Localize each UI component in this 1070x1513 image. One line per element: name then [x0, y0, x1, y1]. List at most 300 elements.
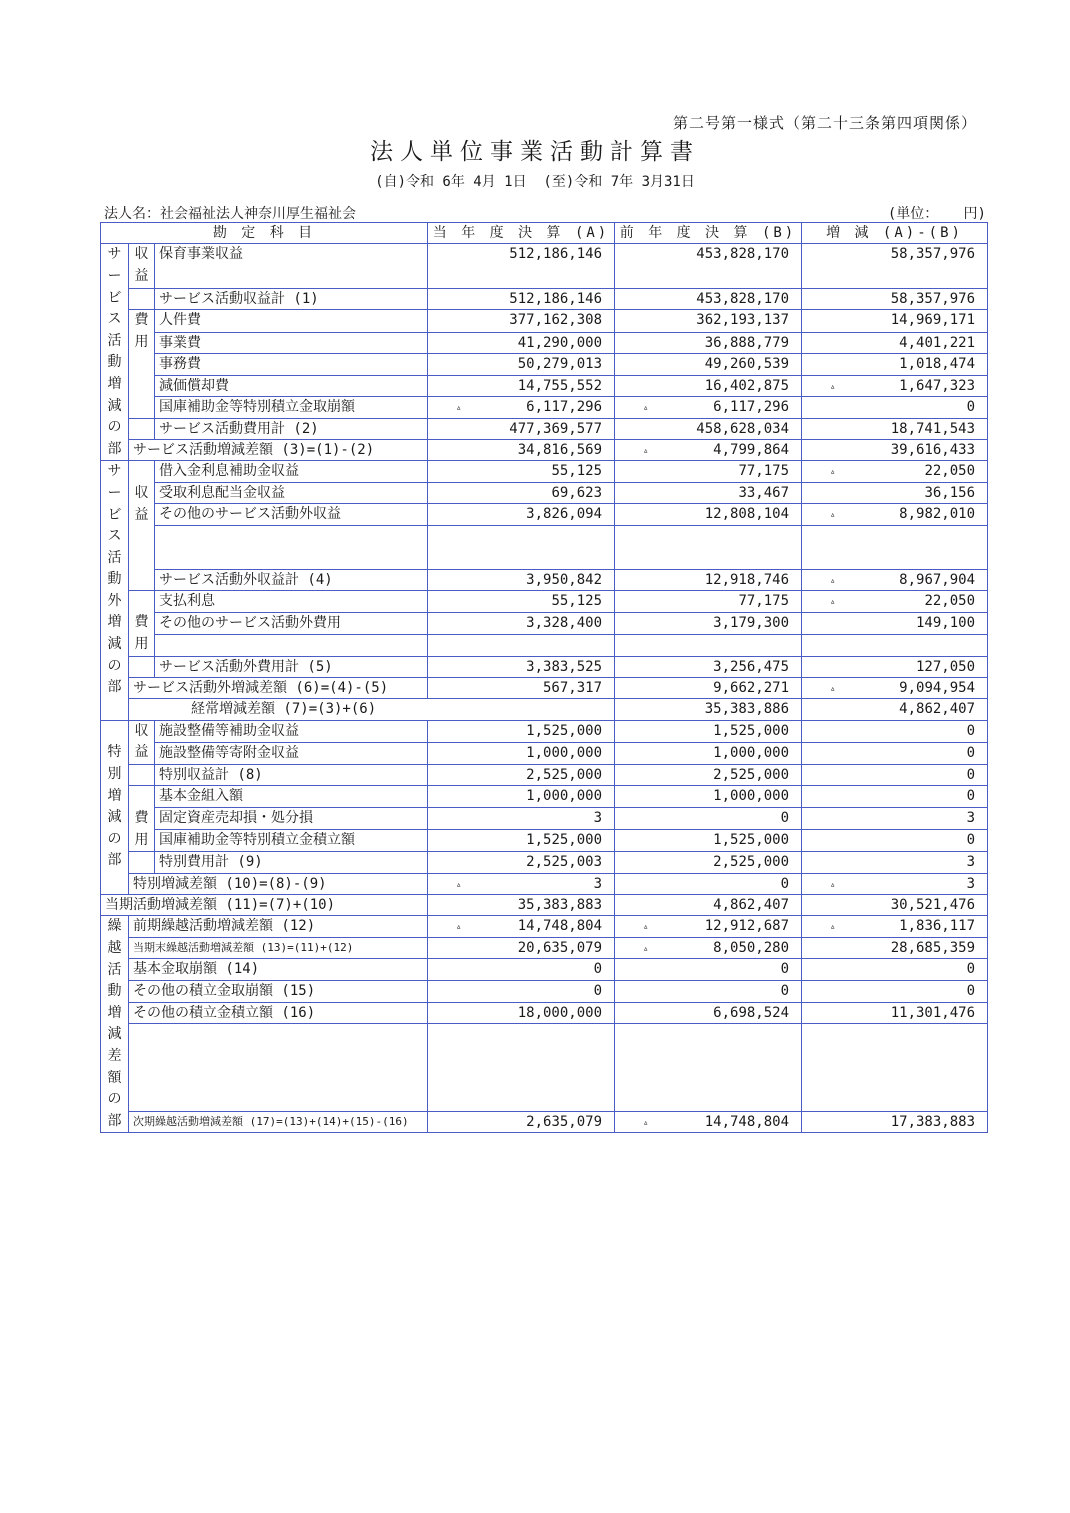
prior-value	[615, 678, 802, 699]
prior-value	[615, 937, 802, 959]
amount: 458,628,034	[696, 420, 790, 437]
amount: 9,094,954	[899, 680, 976, 697]
diff-value	[802, 742, 988, 764]
vertical-char: 用	[134, 333, 149, 350]
vertical-char: 部	[107, 679, 122, 696]
amount: 36,156	[924, 484, 976, 501]
amount: 14,969,171	[890, 311, 976, 328]
amount: 362,193,137	[696, 311, 790, 328]
table-row	[101, 397, 988, 418]
row-label: 国庫補助金等特別積立金取崩額	[155, 397, 428, 418]
amount: 477,369,577	[509, 420, 603, 437]
vertical-char: 増	[107, 375, 122, 392]
blank-cell	[802, 634, 988, 656]
diff-value	[802, 1111, 988, 1133]
vertical-char: 益	[134, 506, 149, 523]
table-row	[101, 569, 988, 590]
amount: 77,175	[738, 592, 790, 609]
row-label: 減価償却費	[155, 375, 428, 396]
row-label: 特別収益計 (8)	[155, 765, 428, 786]
amount: 0	[966, 399, 976, 416]
negative-marker-icon: ▵	[456, 403, 462, 414]
table-row	[101, 1002, 988, 1024]
row-label: その他のサービス活動外費用	[155, 612, 428, 634]
row-label: 当期末繰越活動増減差額 (13)=(11)+(12)	[129, 937, 428, 959]
header-row	[101, 223, 988, 244]
diff-value	[802, 309, 988, 332]
vertical-char: 益	[134, 267, 149, 284]
prior-value	[615, 504, 802, 525]
amount: 1,647,323	[899, 377, 976, 394]
table-row	[101, 418, 988, 439]
table-row	[101, 873, 988, 894]
subsection-blank	[129, 656, 155, 677]
current-value	[428, 1111, 615, 1133]
diff-value	[802, 873, 988, 894]
section-service	[101, 244, 129, 461]
header-diff: 増 減 (A)-(B)	[802, 223, 988, 244]
current-value	[428, 418, 615, 439]
diff-value	[802, 375, 988, 396]
prior-value	[615, 852, 802, 873]
diff-value	[802, 244, 988, 288]
amount: 4,862,407	[713, 896, 790, 913]
amount: 35,383,886	[704, 701, 790, 718]
table-row-total	[101, 699, 988, 720]
vertical-char: 収	[134, 484, 149, 501]
amount: 453,828,170	[696, 246, 790, 263]
vertical-char: 用	[134, 636, 149, 653]
diff-value	[802, 808, 988, 830]
vertical-char: 費	[134, 614, 149, 631]
diff-value	[802, 1002, 988, 1024]
vertical-char: 増	[107, 1004, 122, 1021]
table-row	[101, 937, 988, 959]
row-label: 事務費	[155, 354, 428, 375]
diff-value	[802, 504, 988, 525]
amount: 4,799,864	[713, 441, 790, 458]
current-value	[428, 937, 615, 959]
prior-value	[615, 873, 802, 894]
subsection-blank	[129, 418, 155, 439]
amount: 1,000,000	[713, 788, 790, 805]
diff-value	[802, 332, 988, 353]
amount: 1,018,474	[899, 356, 976, 373]
table-row	[101, 504, 988, 525]
amount: 3,383,525	[526, 658, 603, 675]
row-label: 施設整備等補助金収益	[155, 720, 428, 742]
form-label: 第二号第一様式（第二十三条第四項関係）	[672, 114, 977, 132]
current-value	[428, 461, 615, 482]
blank-cell	[428, 1024, 615, 1112]
row-label: 固定資産売却損・処分損	[155, 808, 428, 830]
amount: 3,256,475	[713, 658, 790, 675]
amount: 69,623	[551, 484, 603, 501]
row-label: サービス活動増減差額 (3)=(1)-(2)	[129, 439, 428, 460]
negative-marker-icon: ▵	[643, 922, 649, 933]
amount: 3	[966, 854, 976, 871]
blank-cell	[802, 525, 988, 569]
table-row	[101, 244, 988, 288]
prior-value	[615, 1111, 802, 1133]
table-row	[101, 375, 988, 396]
prior-value	[615, 244, 802, 288]
table-row	[101, 656, 988, 677]
amount: 3,950,842	[526, 571, 603, 588]
current-value	[428, 742, 615, 764]
negative-marker-icon: ▵	[830, 684, 836, 695]
vertical-char: の	[107, 830, 122, 847]
vertical-char: 繰	[107, 918, 122, 935]
blank-cell	[428, 525, 615, 569]
current-value	[428, 375, 615, 396]
row-label: 特別費用計 (9)	[155, 852, 428, 873]
blank-cell	[802, 1024, 988, 1112]
negative-marker-icon: ▵	[830, 467, 836, 478]
subsection-blank	[129, 852, 155, 873]
amount: 33,467	[738, 484, 790, 501]
current-value	[428, 873, 615, 894]
amount: 77,175	[738, 463, 790, 480]
amount: 3	[966, 810, 976, 827]
current-value	[428, 852, 615, 873]
prior-value	[615, 742, 802, 764]
row-label: その他のサービス活動外収益	[155, 504, 428, 525]
diff-value	[802, 397, 988, 418]
statement-table	[100, 222, 988, 1133]
row-label: サービス活動収益計 (1)	[155, 288, 428, 309]
amount: 8,967,904	[899, 571, 976, 588]
subsection-income	[129, 244, 155, 288]
vertical-char: 部	[107, 1112, 122, 1129]
amount: 0	[780, 961, 790, 978]
row-label: 経常増減差額 (7)=(3)+(6)	[129, 699, 615, 720]
current-value	[428, 397, 615, 418]
diff-value	[802, 765, 988, 786]
amount: 1,000,000	[713, 744, 790, 761]
amount: 3	[593, 875, 603, 892]
amount: 14,748,804	[704, 1113, 790, 1130]
row-label: 基本金取崩額 (14)	[129, 959, 428, 981]
row-label: その他の積立金取崩額 (15)	[129, 981, 428, 1003]
blank-cell	[129, 1024, 428, 1112]
vertical-char: 収	[134, 246, 149, 263]
amount: 0	[966, 788, 976, 805]
vertical-char: 減	[107, 1026, 122, 1043]
amount: 0	[966, 722, 976, 739]
amount: 0	[593, 983, 603, 1000]
diff-value	[802, 288, 988, 309]
table-row	[101, 354, 988, 375]
amount: 9,662,271	[713, 680, 790, 697]
amount: 2,525,003	[526, 854, 603, 871]
amount: 1,000,000	[526, 788, 603, 805]
amount: 55,125	[551, 592, 603, 609]
prior-value	[615, 439, 802, 460]
amount: 3	[966, 875, 976, 892]
row-label: サービス活動費用計 (2)	[155, 418, 428, 439]
vertical-char: 動	[107, 571, 122, 588]
table-row	[101, 288, 988, 309]
amount: 22,050	[924, 463, 976, 480]
amount: 14,748,804	[517, 918, 603, 935]
amount: 377,162,308	[509, 311, 603, 328]
table-row	[101, 309, 988, 332]
table-row	[101, 332, 988, 353]
negative-marker-icon: ▵	[643, 403, 649, 414]
amount: 2,525,000	[526, 767, 603, 784]
current-value	[428, 1002, 615, 1024]
amount: 2,525,000	[713, 854, 790, 871]
vertical-char: ー	[107, 484, 122, 501]
row-label: 支払利息	[155, 590, 428, 612]
amount: 0	[966, 744, 976, 761]
vertical-char: ス	[107, 528, 122, 545]
amount: 3,179,300	[713, 614, 790, 631]
current-value	[428, 959, 615, 981]
amount: 0	[966, 961, 976, 978]
prior-value	[615, 332, 802, 353]
row-label: 次期繰越活動増減差額 (17)=(13)+(14)+(15)-(16)	[129, 1111, 428, 1133]
row-label: 国庫補助金等特別積立金積立額	[155, 830, 428, 852]
negative-marker-icon: ▵	[830, 381, 836, 392]
amount: 1,000,000	[526, 744, 603, 761]
prior-value	[615, 375, 802, 396]
row-label: 保育事業収益	[155, 244, 428, 288]
amount: 4,862,407	[899, 701, 976, 718]
amount: 149,100	[916, 614, 976, 631]
amount: 1,836,117	[899, 918, 976, 935]
current-value	[428, 612, 615, 634]
prior-value	[615, 1002, 802, 1024]
amount: 58,357,976	[890, 246, 976, 263]
subsection-expense	[129, 309, 155, 418]
table-row	[101, 678, 988, 699]
diff-value	[802, 678, 988, 699]
table-row	[101, 765, 988, 786]
negative-marker-icon: ▵	[643, 445, 649, 456]
amount: 39,616,433	[890, 441, 976, 458]
diff-value	[802, 461, 988, 482]
blank-cell	[155, 525, 428, 569]
vertical-char: 増	[107, 787, 122, 804]
amount: 36,888,779	[704, 334, 790, 351]
vertical-char: ス	[107, 311, 122, 328]
table-row	[101, 482, 988, 503]
subsection-expense	[129, 786, 155, 852]
vertical-char: 収	[134, 722, 149, 739]
amount: 3	[593, 810, 603, 827]
table-row-blank	[101, 525, 988, 569]
table-row-blank	[101, 634, 988, 656]
vertical-char: 動	[107, 983, 122, 1000]
negative-marker-icon: ▵	[643, 1117, 649, 1128]
unit-label: (単位： 円)	[887, 206, 986, 222]
current-value	[428, 808, 615, 830]
diff-value	[802, 482, 988, 503]
table-row	[101, 1111, 988, 1133]
current-value	[428, 678, 615, 699]
current-value	[428, 288, 615, 309]
prior-value	[615, 461, 802, 482]
prior-value	[615, 397, 802, 418]
amount: 58,357,976	[890, 290, 976, 307]
subsection-blank	[129, 288, 155, 309]
vertical-char: 額	[107, 1069, 122, 1086]
prior-value	[615, 830, 802, 852]
vertical-char: 部	[107, 440, 122, 457]
table-row	[101, 439, 988, 460]
amount: 8,982,010	[899, 506, 976, 523]
row-label: サービス活動外増減差額 (6)=(4)-(5)	[129, 678, 428, 699]
vertical-char: 活	[107, 549, 122, 566]
vertical-char: 外	[107, 592, 122, 609]
negative-marker-icon: ▵	[456, 879, 462, 890]
header-current: 当 年 度 決 算 (A)	[428, 223, 615, 244]
header-prior: 前 年 度 決 算 (B)	[615, 223, 802, 244]
row-label: サービス活動外収益計 (4)	[155, 569, 428, 590]
table-row	[101, 959, 988, 981]
negative-marker-icon: ▵	[830, 575, 836, 586]
blank-cell	[155, 634, 428, 656]
section-non-service	[101, 461, 129, 721]
current-value	[428, 504, 615, 525]
amount: 4,401,221	[899, 334, 976, 351]
row-label: 人件費	[155, 309, 428, 332]
current-value	[615, 699, 802, 720]
corporation-name: 法人名：社会福祉法人神奈川厚生福祉会	[104, 206, 356, 222]
diff-value	[802, 569, 988, 590]
amount: 12,808,104	[704, 506, 790, 523]
subsection-income	[129, 720, 155, 764]
prior-value	[615, 590, 802, 612]
prior-value	[615, 354, 802, 375]
amount: 2,635,079	[526, 1113, 603, 1130]
current-value	[428, 244, 615, 288]
current-value	[428, 482, 615, 503]
amount: 35,383,883	[517, 896, 603, 913]
amount: 6,117,296	[713, 399, 790, 416]
current-value	[428, 569, 615, 590]
vertical-char: 活	[107, 332, 122, 349]
current-value	[428, 439, 615, 460]
amount: 18,741,543	[890, 420, 976, 437]
negative-marker-icon: ▵	[830, 510, 836, 521]
vertical-char: 動	[107, 354, 122, 371]
amount: 16,402,875	[704, 377, 790, 394]
vertical-char: ー	[107, 267, 122, 284]
vertical-char: 用	[134, 831, 149, 848]
current-value	[428, 916, 615, 938]
amount: 55,125	[551, 463, 603, 480]
table-row	[101, 720, 988, 742]
row-label: 事業費	[155, 332, 428, 353]
prior-value	[615, 656, 802, 677]
prior-value	[615, 786, 802, 808]
current-value	[428, 894, 615, 915]
current-value	[428, 830, 615, 852]
vertical-char: 費	[134, 311, 149, 328]
current-value	[428, 354, 615, 375]
amount: 0	[966, 832, 976, 849]
amount: 512,186,146	[509, 290, 603, 307]
current-value	[428, 786, 615, 808]
vertical-char: 増	[107, 614, 122, 631]
amount: 6,117,296	[526, 399, 603, 416]
header-account: 勘 定 科 目	[101, 223, 428, 244]
amount: 1,525,000	[526, 832, 603, 849]
vertical-char: の	[107, 1091, 122, 1108]
row-label: 特別増減差額 (10)=(8)-(9)	[129, 873, 428, 894]
amount: 127,050	[916, 658, 976, 675]
diff-value	[802, 894, 988, 915]
amount: 1,525,000	[713, 832, 790, 849]
table-row	[101, 461, 988, 482]
vertical-char: 部	[107, 852, 122, 869]
table-row-total	[101, 894, 988, 915]
current-value	[428, 720, 615, 742]
prior-value	[615, 569, 802, 590]
current-value	[428, 765, 615, 786]
diff-value	[802, 937, 988, 959]
vertical-char: 減	[107, 397, 122, 414]
current-value	[428, 309, 615, 332]
prior-value	[615, 765, 802, 786]
diff-value	[802, 612, 988, 634]
amount: 0	[780, 875, 790, 892]
amount: 0	[593, 961, 603, 978]
prior-value	[615, 916, 802, 938]
blank-cell	[615, 1024, 802, 1112]
table-row	[101, 808, 988, 830]
blank-cell	[615, 525, 802, 569]
row-label: 当期活動増減差額 (11)=(7)+(10)	[101, 894, 428, 915]
current-value	[428, 332, 615, 353]
amount: 2,525,000	[713, 767, 790, 784]
prior-value	[615, 959, 802, 981]
diff-value	[802, 656, 988, 677]
amount: 6,698,524	[713, 1004, 790, 1021]
negative-marker-icon: ▵	[830, 596, 836, 607]
vertical-char: 費	[134, 810, 149, 827]
row-label: その他の積立金積立額 (16)	[129, 1002, 428, 1024]
negative-marker-icon: ▵	[456, 922, 462, 933]
amount: 14,755,552	[517, 377, 603, 394]
amount: 18,000,000	[517, 1004, 603, 1021]
vertical-char: 特	[107, 744, 122, 761]
table-row	[101, 981, 988, 1003]
amount: 20,635,079	[517, 939, 603, 956]
diff-value	[802, 916, 988, 938]
blank-cell	[428, 634, 615, 656]
vertical-char: 益	[134, 744, 149, 761]
table-row	[101, 786, 988, 808]
diff-value	[802, 830, 988, 852]
table-row	[101, 612, 988, 634]
diff-value	[802, 354, 988, 375]
amount: 512,186,146	[509, 246, 603, 263]
negative-marker-icon: ▵	[830, 879, 836, 890]
diff-value	[802, 418, 988, 439]
table-row	[101, 916, 988, 938]
row-label: サービス活動外費用計 (5)	[155, 656, 428, 677]
amount: 28,685,359	[890, 939, 976, 956]
vertical-char: 活	[107, 961, 122, 978]
vertical-char: サ	[107, 246, 122, 263]
table-row	[101, 830, 988, 852]
diff-value	[802, 852, 988, 873]
prior-value	[615, 612, 802, 634]
